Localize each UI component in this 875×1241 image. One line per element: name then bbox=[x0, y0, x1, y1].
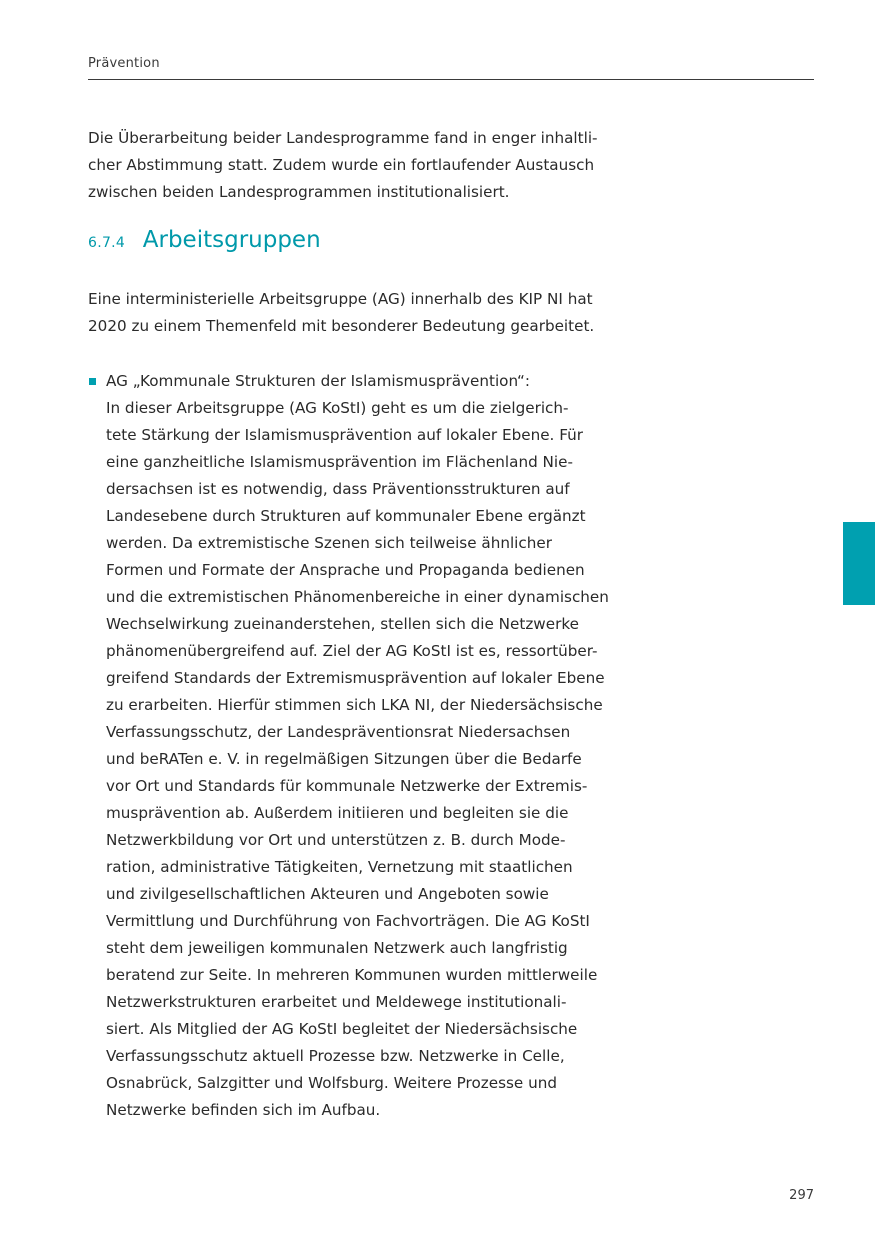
text-line: Netzwerkbildung vor Ort und unterstützen z. B. durch Mode- bbox=[106, 831, 566, 849]
text-line: Wechselwirkung zueinanderstehen, stellen sich die Netzwerke bbox=[106, 615, 579, 633]
text-line: Vermittlung und Durchführung von Fachvorträgen. Die AG KoStI bbox=[106, 912, 590, 930]
section-heading bbox=[88, 225, 321, 253]
text-line: dersachsen ist es notwendig, dass Präventionsstrukturen auf bbox=[106, 480, 570, 498]
text-line: Netzwerkstrukturen erarbeitet und Meldewege institutionali- bbox=[106, 993, 567, 1011]
text-line: ration, administrative Tätigkeiten, Vernetzung mit staatlichen bbox=[106, 858, 573, 876]
text-line: musprävention ab. Außerdem initiieren und begleiten sie die bbox=[106, 804, 569, 822]
text-line: phänomenübergreifend auf. Ziel der AG KoStI ist es, ressortüber- bbox=[106, 642, 598, 660]
text-line: Netzwerke befinden sich im Aufbau. bbox=[106, 1101, 381, 1119]
section-intro-paragraph bbox=[88, 286, 648, 340]
text-line: In dieser Arbeitsgruppe (AG KoStI) geht es um die zielgerich- bbox=[106, 399, 569, 417]
header-rule bbox=[88, 79, 814, 80]
text-line: AG „Kommunale Strukturen der Islamismusprävention“: bbox=[106, 372, 530, 390]
text-line: Verfassungsschutz aktuell Prozesse bzw. Netzwerke in Celle, bbox=[106, 1047, 565, 1065]
bullet-square-icon bbox=[89, 378, 96, 385]
section-number: 6.7.4 bbox=[88, 235, 126, 251]
text-line: zu erarbeiten. Hierfür stimmen sich LKA NI, der Niedersächsische bbox=[106, 696, 603, 714]
text-line: tete Stärkung der Islamismusprävention auf lokaler Ebene. Für bbox=[106, 426, 583, 444]
page-number: 297 bbox=[789, 1188, 814, 1203]
text-line: Verfassungsschutz, der Landespräventionsrat Niedersachsen bbox=[106, 723, 571, 741]
text-line: und die extremistischen Phänomenbereiche in einer dynamischen bbox=[106, 588, 609, 606]
text-line: greifend Standards der Extremismusprävention auf lokaler Ebene bbox=[106, 669, 605, 687]
text-line: 2020 zu einem Themenfeld mit besonderer Bedeutung gearbeitet. bbox=[88, 317, 595, 335]
section-title: Arbeitsgruppen bbox=[142, 227, 321, 253]
text-line: steht dem jeweiligen kommunalen Netzwerk auch langfristig bbox=[106, 939, 568, 957]
text-line: Die Überarbeitung beider Landesprogramme fand in enger inhaltli- bbox=[88, 129, 598, 147]
text-line: cher Abstimmung statt. Zudem wurde ein fortlaufender Austausch bbox=[88, 156, 595, 174]
text-line: und beRATen e. V. in regelmäßigen Sitzungen über die Bedarfe bbox=[106, 750, 582, 768]
bullet-text bbox=[106, 368, 648, 1124]
text-line: Eine interministerielle Arbeitsgruppe (AG) innerhalb des KIP NI hat bbox=[88, 290, 593, 308]
text-line: werden. Da extremistische Szenen sich teilweise ähnlicher bbox=[106, 534, 552, 552]
text-line: Landesebene durch Strukturen auf kommunaler Ebene ergänzt bbox=[106, 507, 586, 525]
text-line: vor Ort und Standards für kommunale Netzwerke der Extremis- bbox=[106, 777, 588, 795]
text-line: beratend zur Seite. In mehreren Kommunen wurden mittlerweile bbox=[106, 966, 598, 984]
text-line: Osnabrück, Salzgitter und Wolfsburg. Weitere Prozesse und bbox=[106, 1074, 557, 1092]
text-line: zwischen beiden Landesprogrammen institutionalisiert. bbox=[88, 183, 510, 201]
text-line: eine ganzheitliche Islamismusprävention im Flächenland Nie- bbox=[106, 453, 573, 471]
chapter-tab-marker bbox=[843, 522, 875, 605]
text-line: und zivilgesellschaftlichen Akteuren und Angeboten sowie bbox=[106, 885, 549, 903]
text-line: Formen und Formate der Ansprache und Propaganda bedienen bbox=[106, 561, 585, 579]
text-line: siert. Als Mitglied der AG KoStI begleitet der Niedersächsische bbox=[106, 1020, 578, 1038]
bullet-list-item bbox=[88, 368, 648, 1124]
intro-paragraph bbox=[88, 125, 648, 206]
running-header: Prävention bbox=[88, 56, 160, 71]
